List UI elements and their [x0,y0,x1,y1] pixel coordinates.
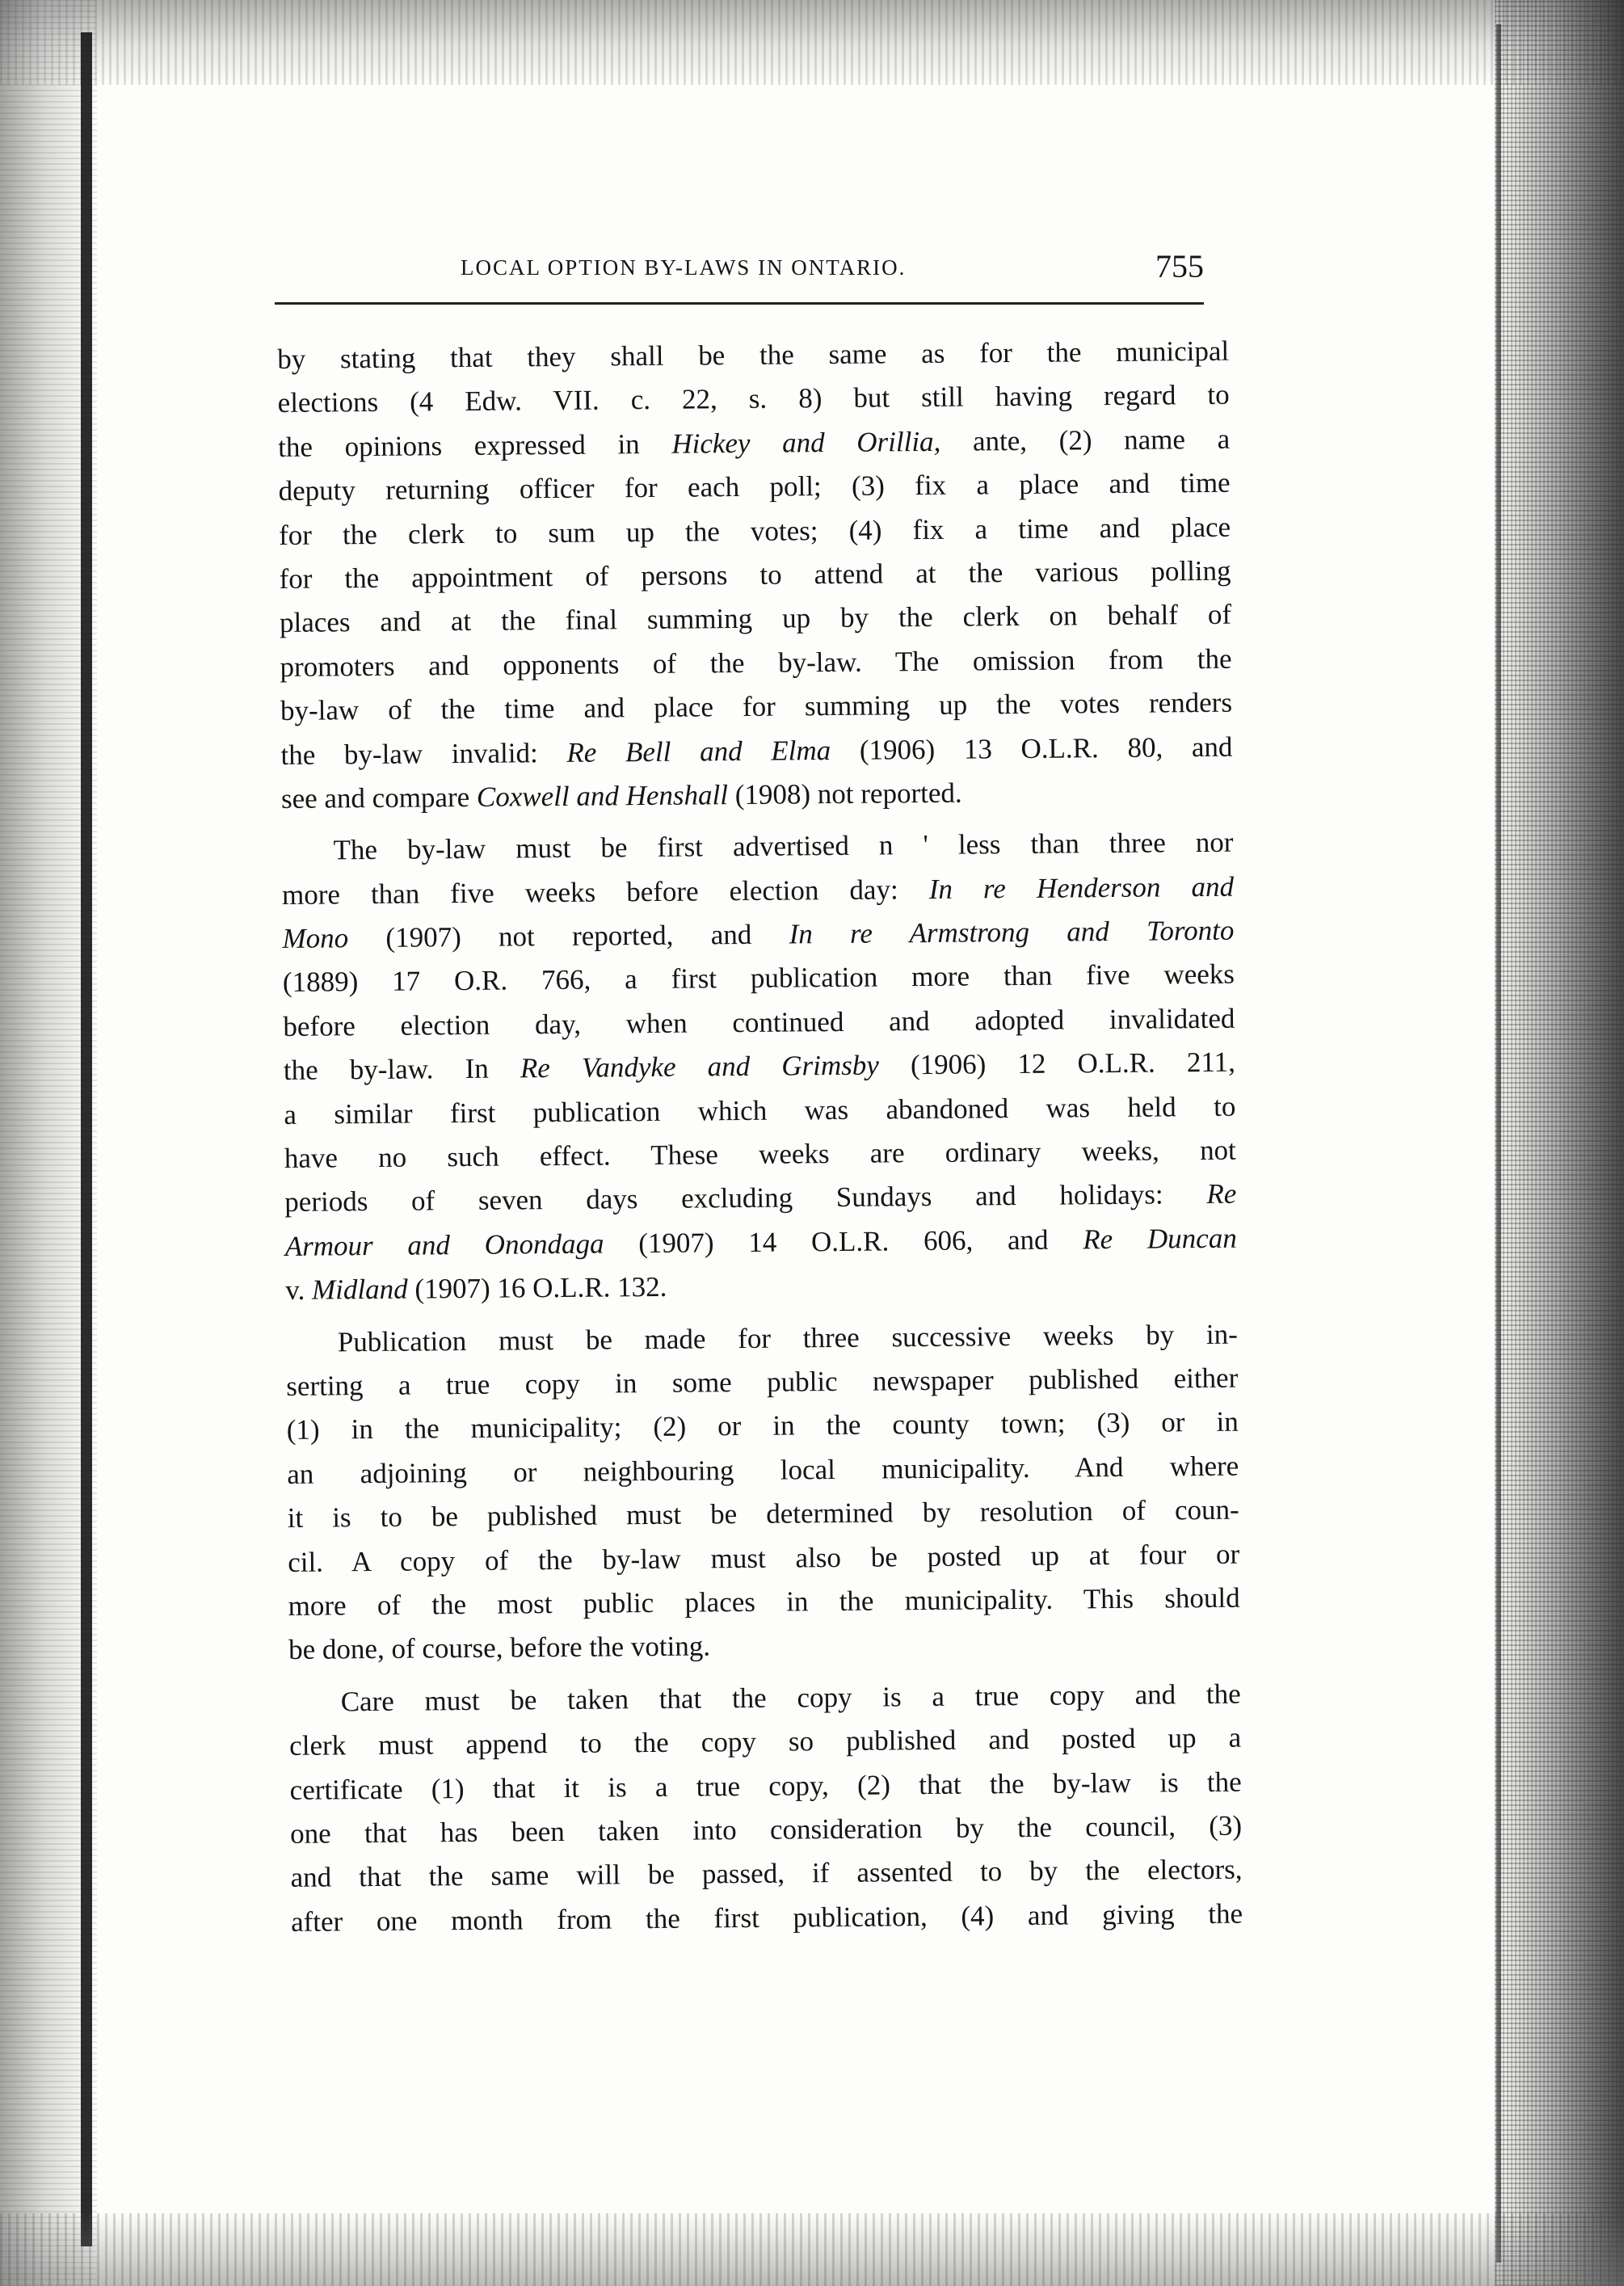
text-line [288,1577,1239,1629]
text-line [290,1848,1242,1901]
text-line [284,1172,1236,1225]
text-line [278,461,1230,514]
text-segment: The by-law must be first advertised n ' less than three nor [333,826,1234,866]
text-segment: elections (4 Edw. VII. c. 22, s. 8) but still having regard to [277,379,1230,419]
text-segment: the by-law invalid: [280,736,567,771]
text-segment: after one month from the first publication, (4) and giving the [290,1897,1243,1938]
text-segment: the opinions expressed in [278,427,672,463]
text-segment: Publication must be made for three successive weeks by in- [337,1318,1238,1358]
italic-case-name: Mono [282,922,349,955]
text-line [284,1041,1235,1093]
text-segment: one that has been taken into consideration by the council, (3) [289,1809,1243,1850]
text-segment: a similar first publication which was abandoned was held to [284,1090,1236,1130]
running-title: LOCAL OPTION BY-LAWS IN ONTARIO. [461,255,907,280]
italic-case-name: Re Duncan [1083,1222,1237,1256]
text-segment: (1889) 17 O.R. 766, a first publication more than five weeks [282,958,1235,999]
text-segment: be done, of course, before the voting. [288,1630,711,1666]
italic-case-name: Re Vandyke and Grimsby [520,1049,880,1084]
text-segment: periods of seven days excluding Sundays and holidays: [284,1178,1207,1219]
header-rule [275,302,1204,305]
text-segment: (1907) 14 O.L.R. 606, and [604,1223,1083,1260]
text-line [285,1216,1237,1269]
scan-top-edge [0,0,1624,85]
text-segment: the by-law. In [283,1052,521,1087]
text-line [283,953,1235,1005]
text-segment: more than five weeks before election day: [281,873,929,911]
body-text [277,330,1243,1944]
text-segment: by stating that they shall be the same as for the municipal [277,335,1230,375]
text-segment: (1906) 12 O.L.R. 211, [878,1046,1236,1081]
text-segment: (1906) 13 O.L.R. 80, and [830,730,1233,766]
text-line [289,1760,1241,1812]
text-segment: promoters and opponents of the by-law. The omission from the [280,642,1232,683]
text-segment: ante, (2) name a [940,423,1231,457]
text-segment: Care must be taken that the copy is a true copy and the [340,1678,1241,1718]
italic-case-name: In re Armstrong and Toronto [789,914,1235,950]
italic-case-name: Re Bell and Elma [566,734,831,768]
text-segment: and that the same will be passed, if assented to by the electors, [290,1853,1243,1894]
italic-case-name: Midland [311,1273,408,1306]
text-segment: serting a true copy in some public newspaper published either [286,1362,1239,1402]
scan-binding-shadow [81,32,92,2246]
text-line [288,1532,1239,1585]
text-segment: for the clerk to sum up the votes; (4) fix a time and place [278,511,1231,551]
running-head [275,247,1204,296]
text-line [288,1488,1239,1541]
text-line [285,1261,1237,1313]
scan-page-edge [1496,24,1501,2263]
text-line [289,1716,1241,1769]
text-segment: clerk must append to the copy so published and posted up a [289,1721,1242,1762]
italic-case-name: Armour and Onondaga [284,1227,604,1262]
text-segment: for the appointment of persons to attend at the various polling [279,554,1231,595]
text-segment: before election day, when continued and adopted invalidated [283,1002,1235,1042]
text-segment: certificate (1) that it is a true copy, (2) that the by-law is the [289,1766,1242,1806]
scan-right-edge [1495,0,1624,2286]
page-number: 755 [1155,248,1204,284]
text-line [281,769,1233,822]
text-segment: cil. A copy of the by-law must also be posted up at four or [288,1538,1240,1578]
text-segment: have no such effect. These weeks are ordinary weeks, not [284,1134,1236,1174]
text-line [288,1620,1240,1673]
text-segment: v. [285,1274,313,1307]
text-line [280,681,1232,734]
italic-case-name: In re Henderson and [928,870,1235,905]
text-line [280,593,1231,646]
text-segment: see and compare [280,781,478,815]
text-segment: deputy returning officer for each poll; (3) fix a place and time [278,466,1231,507]
text-line [277,373,1229,426]
text-segment: by-law of the time and place for summing up the votes renders [280,686,1233,727]
text-segment: more of the most public places in the municipality. This should [288,1581,1240,1622]
italic-case-name: Hickey and Orillia, [671,425,941,460]
text-line [280,725,1232,777]
text-segment: an adjoining or neighbouring local municipality. And where [287,1450,1239,1490]
text-segment: it is to be published must be determined by resolution of coun- [287,1493,1239,1535]
text-segment: places and at the final summing up by the clerk on behalf of [279,599,1232,639]
italic-case-name: Re [1206,1178,1237,1210]
text-line [281,821,1233,874]
italic-case-name: Coxwell and Henshall [476,779,729,813]
text-segment: (1908) not reported. [727,777,962,811]
text-segment: (1907) not reported, and [347,918,789,954]
text-line [291,1892,1243,1944]
text-segment: (1907) 16 O.L.R. 132. [407,1271,667,1305]
text-segment: (1) in the municipality; (2) or in the county town; (3) or in [286,1406,1239,1446]
scan-bottom-edge [0,2213,1624,2286]
text-line [287,1400,1239,1453]
